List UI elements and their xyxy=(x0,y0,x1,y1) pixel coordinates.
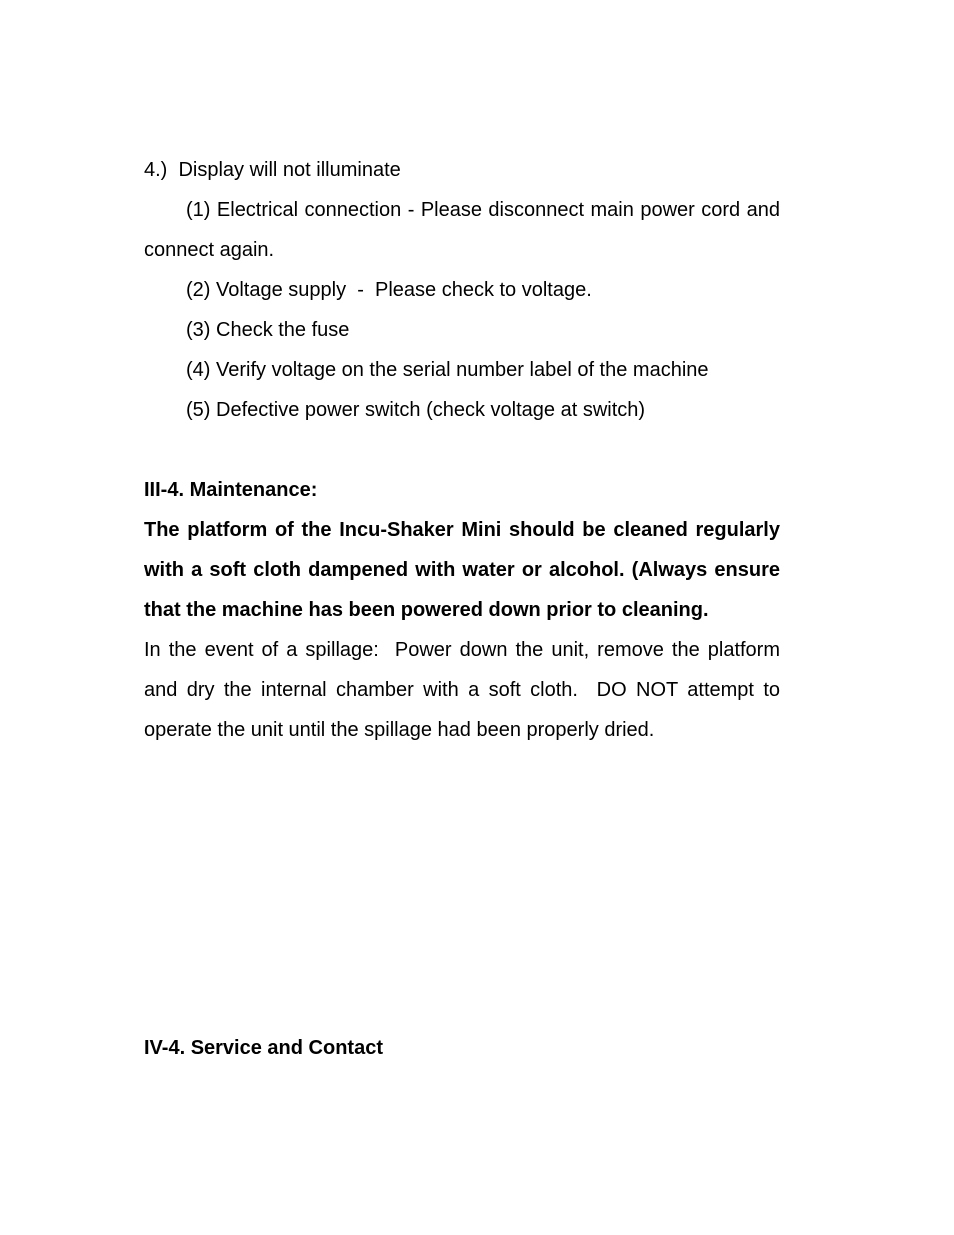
maintenance-paragraph: In the event of a spillage: Power down the unit, remove the platform and dry the internal chamber with a soft cloth. DO NOT attempt to operate the unit until the spillage had been properly dried. xyxy=(144,639,786,741)
maintenance-heading: III-4. Maintenance: xyxy=(144,479,318,501)
troubleshooting-item-3: (3) Check the fuse xyxy=(186,319,350,341)
troubleshooting-item-2: (2) Voltage supply - Please check to voltage. xyxy=(186,279,592,301)
troubleshooting-heading: 4.) Display will not illuminate xyxy=(144,159,401,181)
troubleshooting-item-1: (1) Electrical connection - Please disconnect main power cord and connect again. xyxy=(144,199,780,261)
troubleshooting-item-5: (5) Defective power switch (check voltage at switch) xyxy=(186,399,646,421)
service-heading: IV-4. Service and Contact xyxy=(144,1037,383,1059)
section-spacer xyxy=(144,430,780,470)
troubleshooting-item-4: (4) Verify voltage on the serial number label of the machine xyxy=(186,359,709,381)
maintenance-bold-paragraph: The platform of the Incu-Shaker Mini should be cleaned regularly with a soft cloth dampened with water or alcohol. (Always ensure that the machine has been powered down prior to cleaning. xyxy=(144,519,780,621)
document-page xyxy=(144,150,786,750)
